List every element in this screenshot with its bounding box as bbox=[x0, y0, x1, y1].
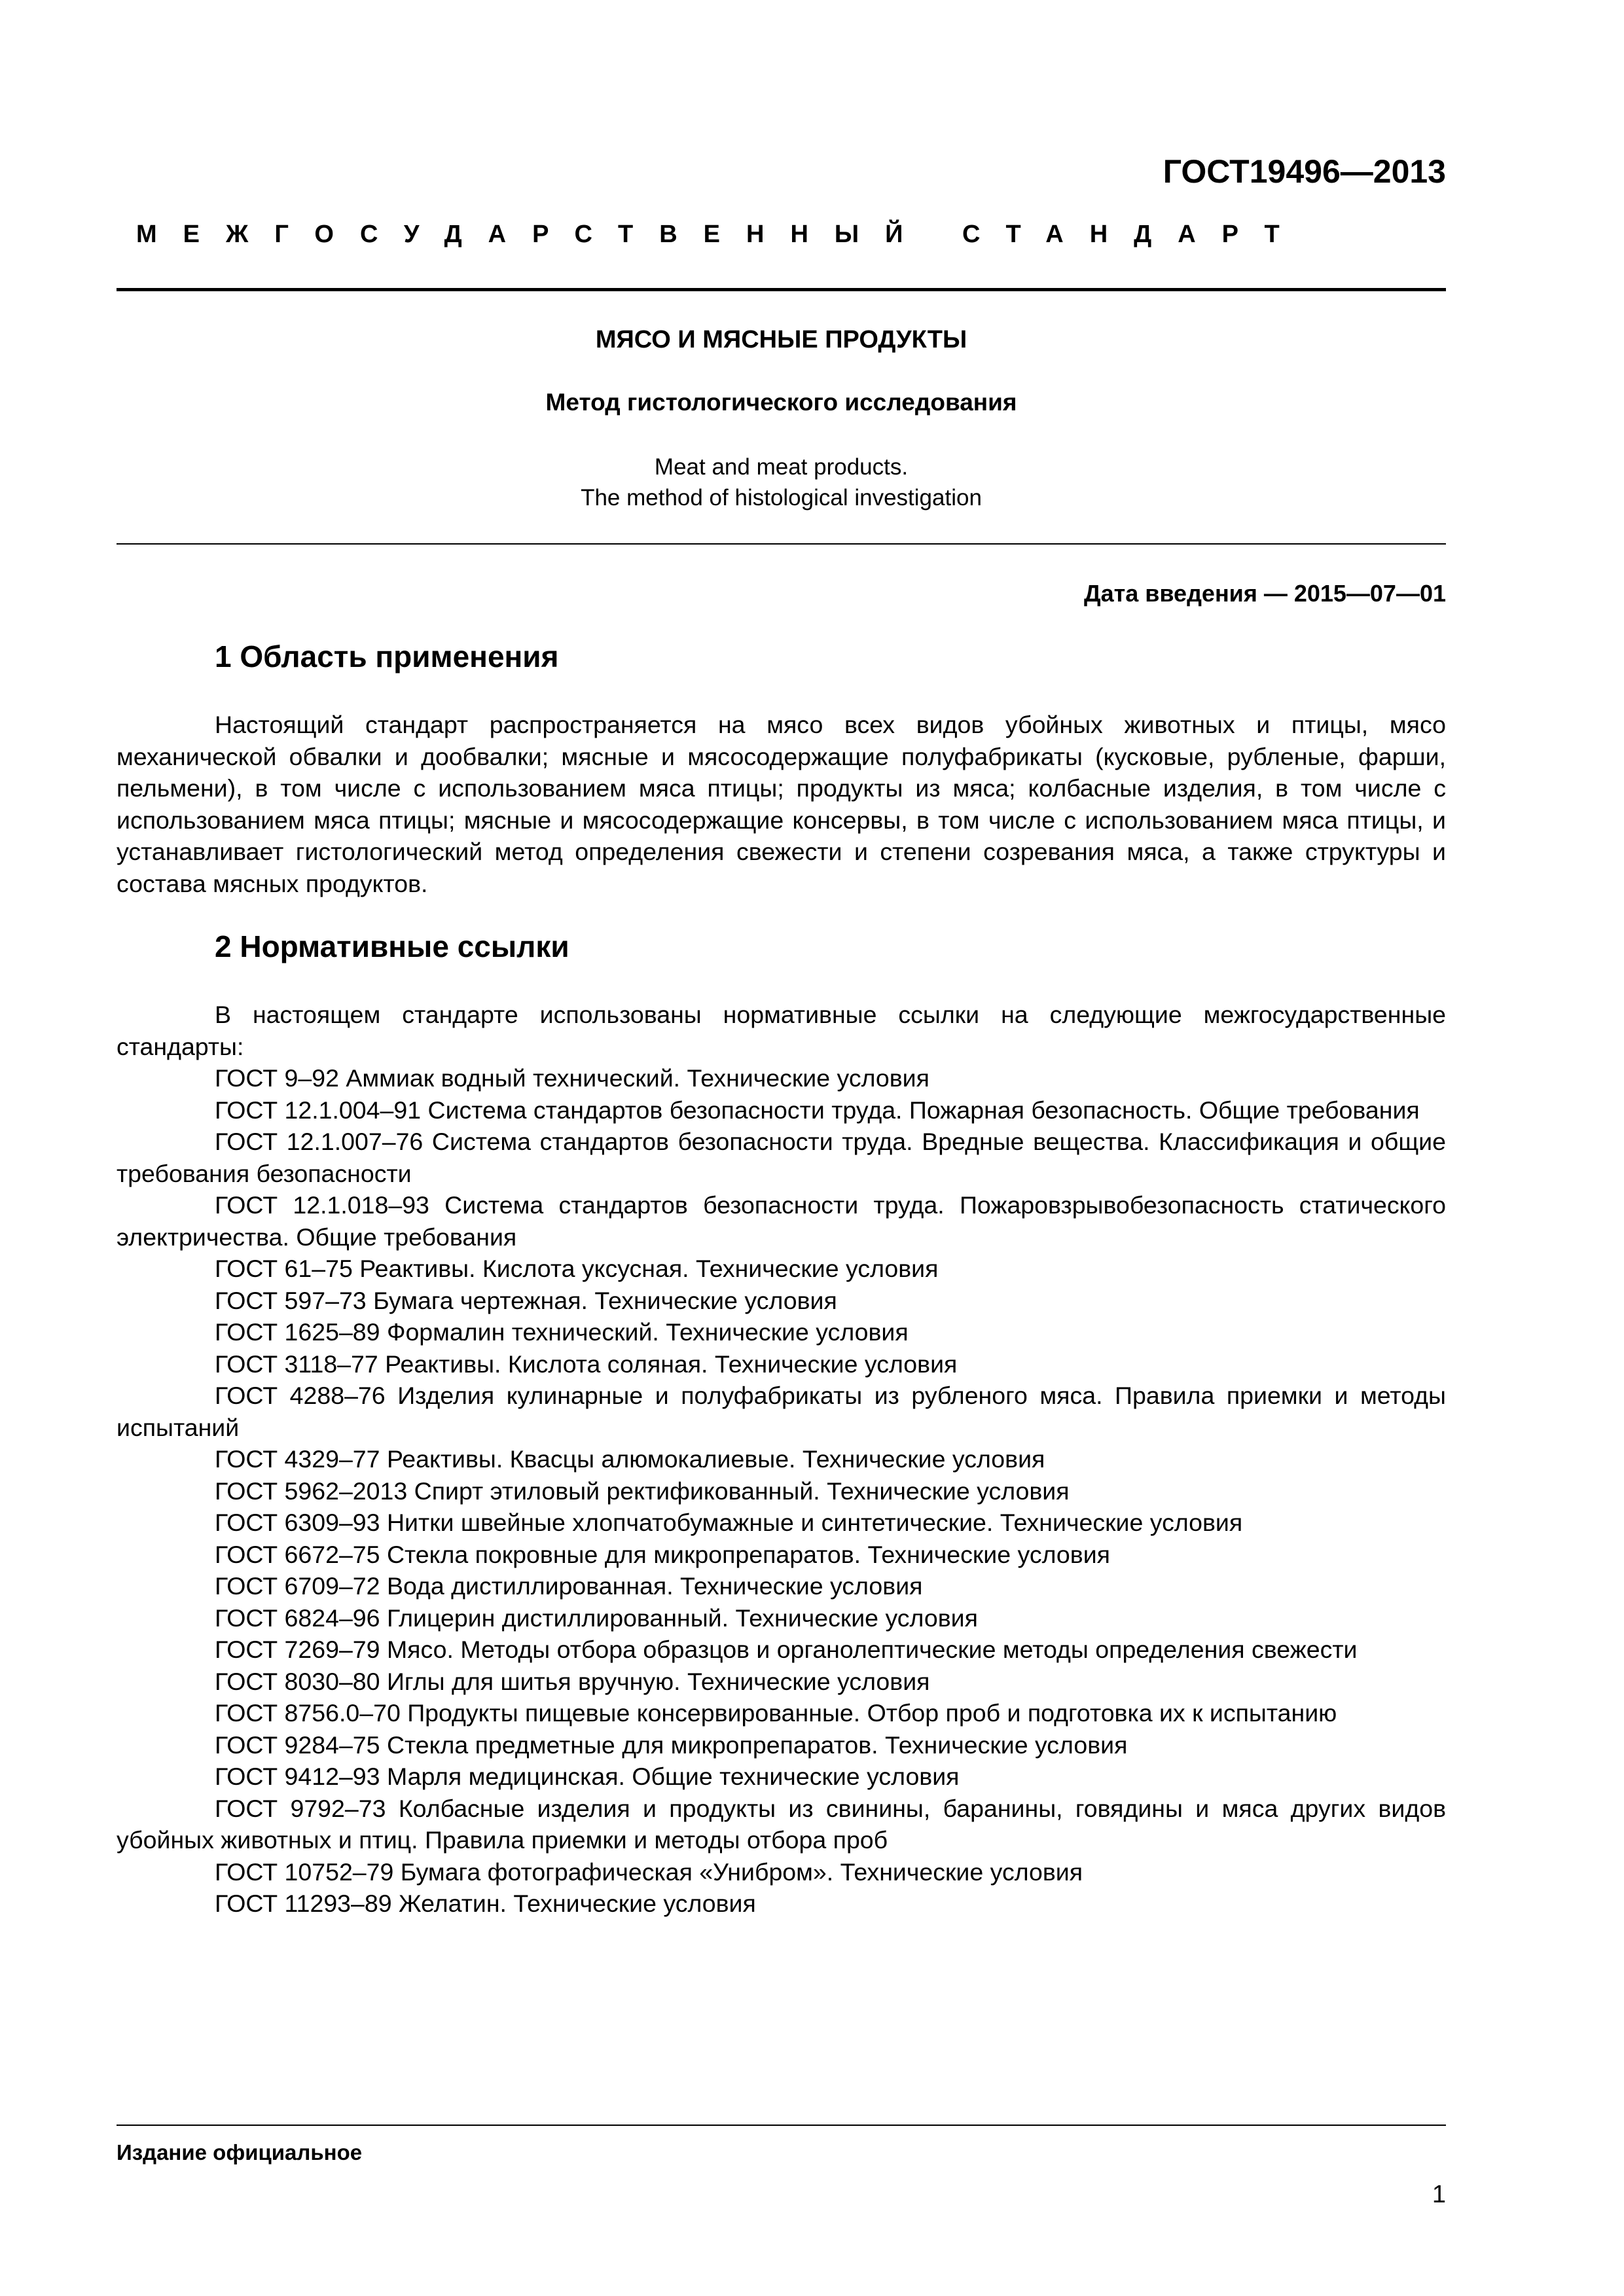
section-1-paragraph: Настоящий стандарт распространяется на мясо всех видов убойных животных и птицы, мясо механической обвалки и дообвалки; мясные и мясосодержащие полуфабрикаты (кусковые, рубленые, фарши, пельмени), в том числе с использованием мяса птицы; продукты из мяса; колбасные изделия, в том числе с использованием мяса птицы; мясные и мясосодержащие консервы, в том числе с использованием мяса птицы, и устанавливает гистологический метод определения свежести и степени созревания мяса, а также структуры и состава мясных продуктов. bbox=[117, 711, 1446, 897]
reference-item: ГОСТ 1625–89 Формалин технический. Технические условия bbox=[215, 1318, 909, 1346]
reference-item: ГОСТ 10752–79 Бумага фотографическая «Унибром». Технические условия bbox=[215, 1857, 1083, 1886]
normative-references-list bbox=[117, 1062, 1446, 1920]
title-rule bbox=[117, 543, 1446, 545]
section-1-heading: 1 Область применения bbox=[215, 639, 559, 673]
reference-item: ГОСТ 12.1.004–91 Система стандартов безопасности труда. Пожарная безопасность. Общие требования bbox=[215, 1096, 1420, 1124]
footer-rule bbox=[117, 2125, 1446, 2126]
header-rule bbox=[117, 288, 1446, 291]
reference-item: ГОСТ 61–75 Реактивы. Кислота уксусная. Технические условия bbox=[215, 1255, 939, 1282]
reference-item: ГОСТ 9792–73 Колбасные изделия и продукты из свинины, баранины, говядины и мяса других видов убойных животных и птиц. Правила приемки и методы отбора проб bbox=[117, 1794, 1446, 1854]
reference-item: ГОСТ 8756.0–70 Продукты пищевые консервированные. Отбор проб и подготовка их к испытанию bbox=[215, 1699, 1337, 1727]
section-2-heading: 2 Нормативные ссылки bbox=[215, 929, 569, 963]
reference-item: ГОСТ 5962–2013 Спирт этиловый ректификованный. Технические условия bbox=[215, 1477, 1070, 1505]
reference-item: ГОСТ 9412–93 Марля медицинская. Общие технические условия bbox=[215, 1763, 960, 1790]
section-1-body bbox=[117, 709, 1446, 899]
english-title-line-2: The method of histological investigation bbox=[581, 485, 982, 511]
reference-item: ГОСТ 6672–75 Стекла покровные для микропрепаратов. Технические условия bbox=[215, 1540, 1110, 1568]
section-2-body bbox=[117, 999, 1446, 1920]
reference-item: ГОСТ 3118–77 Реактивы. Кислота соляная. Технические условия bbox=[215, 1350, 958, 1378]
reference-item: ГОСТ 6309–93 Нитки швейные хлопчатобумажные и синтетические. Технические условия bbox=[215, 1509, 1243, 1536]
section-2-intro: В настоящем стандарте использованы нормативные ссылки на следующие межгосударственные стандарты: bbox=[117, 1001, 1446, 1060]
reference-item: ГОСТ 11293–89 Желатин. Технические условия bbox=[215, 1890, 756, 1917]
english-title-line-1: Meat and meat products. bbox=[654, 454, 909, 480]
reference-item: ГОСТ 4288–76 Изделия кулинарные и полуфабрикаты из рубленого мяса. Правила приемки и методы испытаний bbox=[117, 1382, 1446, 1441]
reference-item: ГОСТ 4329–77 Реактивы. Квасцы алюмокалиевые. Технические условия bbox=[215, 1445, 1045, 1473]
official-edition-label: Издание официальное bbox=[117, 2140, 363, 2164]
reference-item: ГОСТ 12.1.018–93 Система стандартов безопасности труда. Пожаровзрывобезопасность статического электричества. Общие требования bbox=[117, 1191, 1446, 1251]
reference-item: ГОСТ 9–92 Аммиак водный технический. Технические условия bbox=[215, 1064, 929, 1092]
interstate-standard-label: МЕЖГОСУДАРСТВЕННЫЙ СТАНДАРТ bbox=[136, 221, 1306, 248]
page-number: 1 bbox=[1432, 2181, 1446, 2208]
reference-item: ГОСТ 597–73 Бумага чертежная. Технические условия bbox=[215, 1286, 837, 1314]
gost-number: ГОСТ19496—2013 bbox=[1163, 153, 1446, 190]
document-subtitle: Метод гистологического исследования bbox=[545, 389, 1017, 416]
reference-item: ГОСТ 7269–79 Мясо. Методы отбора образцов и органолептические методы определения свежести bbox=[215, 1636, 1358, 1663]
introduction-date: Дата введения — 2015—07—01 bbox=[1083, 580, 1446, 607]
reference-item: ГОСТ 6824–96 Глицерин дистиллированный. Технические условия bbox=[215, 1604, 978, 1632]
reference-item: ГОСТ 8030–80 Иглы для шитья вручную. Технические условия bbox=[215, 1667, 930, 1695]
reference-item: ГОСТ 12.1.007–76 Система стандартов безопасности труда. Вредные вещества. Классификация и общие требования безопасности bbox=[117, 1128, 1446, 1187]
reference-item: ГОСТ 9284–75 Стекла предметные для микропрепаратов. Технические условия bbox=[215, 1731, 1128, 1759]
reference-item: ГОСТ 6709–72 Вода дистиллированная. Технические условия bbox=[215, 1572, 923, 1600]
english-title bbox=[117, 452, 1446, 513]
document-title: МЯСО И МЯСНЫЕ ПРОДУКТЫ bbox=[595, 326, 967, 353]
